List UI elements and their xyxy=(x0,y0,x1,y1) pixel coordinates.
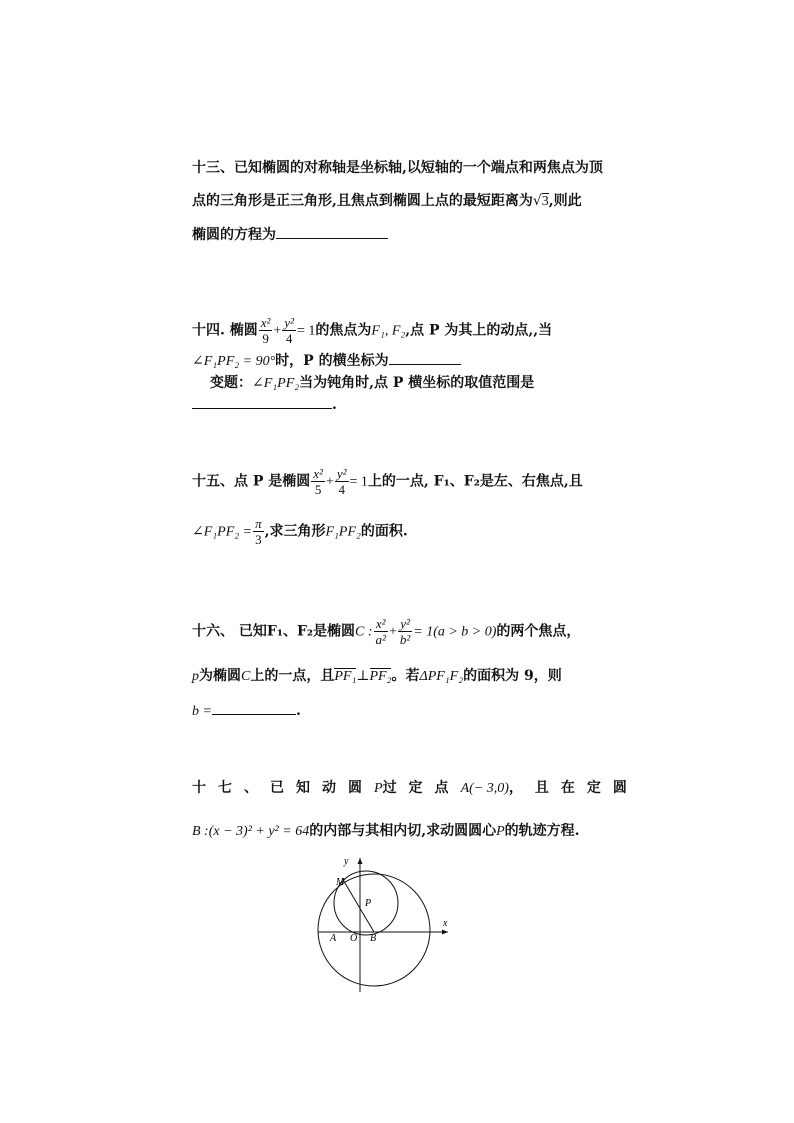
q14-line-4: . xyxy=(192,394,337,416)
q15-angle: ∠F₁PF₂ = xyxy=(192,524,253,540)
q13-text-3: 椭圆的方程为 xyxy=(192,227,276,243)
q17-label: 十七、已知动圆 xyxy=(192,780,374,796)
q14-frac-x: $\frac{\text{x²}}{9}$ xyxy=(260,315,271,346)
y-axis-arrow xyxy=(358,858,363,864)
label-x: x xyxy=(443,918,448,929)
q13-line-1 xyxy=(192,157,603,179)
circle-figure xyxy=(300,850,460,1000)
q15-label: 十五、点 P 是椭圆 xyxy=(192,473,311,490)
q14-label: 十四. 椭圆 xyxy=(192,322,258,339)
q14-foci: F₁, F₂ xyxy=(371,323,406,339)
fixed-circle-b xyxy=(318,874,430,986)
vector-pf1: PF₁ xyxy=(334,669,357,684)
q14-variant-blank[interactable] xyxy=(192,394,332,409)
q13-answer-blank[interactable] xyxy=(276,224,388,239)
label-o: O xyxy=(350,933,358,944)
q16-line-3: b = . xyxy=(192,700,301,723)
q16-label: 十六、 已知F₁、F₂是椭圆 xyxy=(192,623,356,640)
q16-frac-x: $\frac{\text{x²}}{\text{a²}}$ xyxy=(375,616,386,647)
q14-line-1: 十四. 椭圆 $\frac{\text{x²}}{9}$ + $\frac{\text{y²}}{4}$ = 1的焦点为F₁, F₂,点 P 为其上的动点,,当 xyxy=(192,315,553,346)
q14-variant-label: 变题： xyxy=(210,375,252,391)
q15-frac-y: $\frac{\text{y²}}{4}$ xyxy=(336,466,347,497)
q16-line-1: 十六、 已知F₁、F₂是椭圆C : $\frac{\text{x²}}{\text{a²}}$ + $\frac{\text{y²}}{\text{b²}}$ = 1(a > b > 0)的两个焦点， xyxy=(192,616,581,647)
q16-frac-y: $\frac{\text{y²}}{\text{b²}}$ xyxy=(399,616,411,647)
q13-line-3 xyxy=(192,224,388,246)
q17-circle-equation: B :(x − 3)² + y² = 64 xyxy=(192,824,310,839)
x-axis-arrow xyxy=(442,930,448,935)
sqrt-3: √3 xyxy=(532,193,549,209)
q14-line-2: ∠F₁PF₂ = 90°时，P 的横坐标为 xyxy=(192,350,461,373)
q15-frac-pi: $\frac{\pi}{3}$ xyxy=(255,516,262,547)
label-p: P xyxy=(365,898,372,909)
q15-line-2: ∠F₁PF₂ = $\frac{\pi}{3}$ ,求三角形F₁PF₂的面积. xyxy=(192,516,408,547)
q16-answer-blank[interactable] xyxy=(212,700,296,715)
label-m: M xyxy=(336,877,345,888)
q14-line-3: 变题：∠F₁PF₂当为钝角时,点 P 横坐标的取值范围是 xyxy=(210,375,535,391)
q13-text-1: 十三、已知椭圆的对称轴是坐标轴,以短轴的一个端点和两焦点为顶 xyxy=(192,160,603,176)
q14-angle: ∠F₁PF₂ = 90° xyxy=(192,354,276,369)
q17-line-2: B :(x − 3)² + y² = 64的内部与其相内切,求动圆圆心P的轨迹方程. xyxy=(192,823,580,839)
q16-line-2: p为椭圆C上的一点，且PF₁⊥PF₂。若ΔPF₁F₂的面积为 9，则 xyxy=(192,668,562,684)
label-y: y xyxy=(344,856,349,867)
q13-line-2 xyxy=(192,190,582,213)
label-a: A xyxy=(330,933,337,944)
q14-frac-y: $\frac{\text{y²}}{4}$ xyxy=(284,315,294,346)
q13-text-2a: 点的三角形是正三角形,且焦点到椭圆上点的最短距离为 xyxy=(192,193,533,209)
q17-line-1: 十七、已知动圆P过定点A(− 3,0)，且在定圆 xyxy=(192,780,639,796)
q14-answer-blank[interactable] xyxy=(389,350,461,365)
q15-frac-x: $\frac{\text{x²}}{5}$ xyxy=(313,466,323,497)
label-b: B xyxy=(370,933,377,944)
vector-pf2: PF₂ xyxy=(369,669,392,684)
q13-text-2b: ,则此 xyxy=(548,193,582,209)
q15-line-1: 十五、点 P 是椭圆 $\frac{\text{x²}}{5}$ + $\frac{\text{y²}}{4}$ = 1上的一点, F₁、F₂是左、右焦点,且 xyxy=(192,466,583,497)
